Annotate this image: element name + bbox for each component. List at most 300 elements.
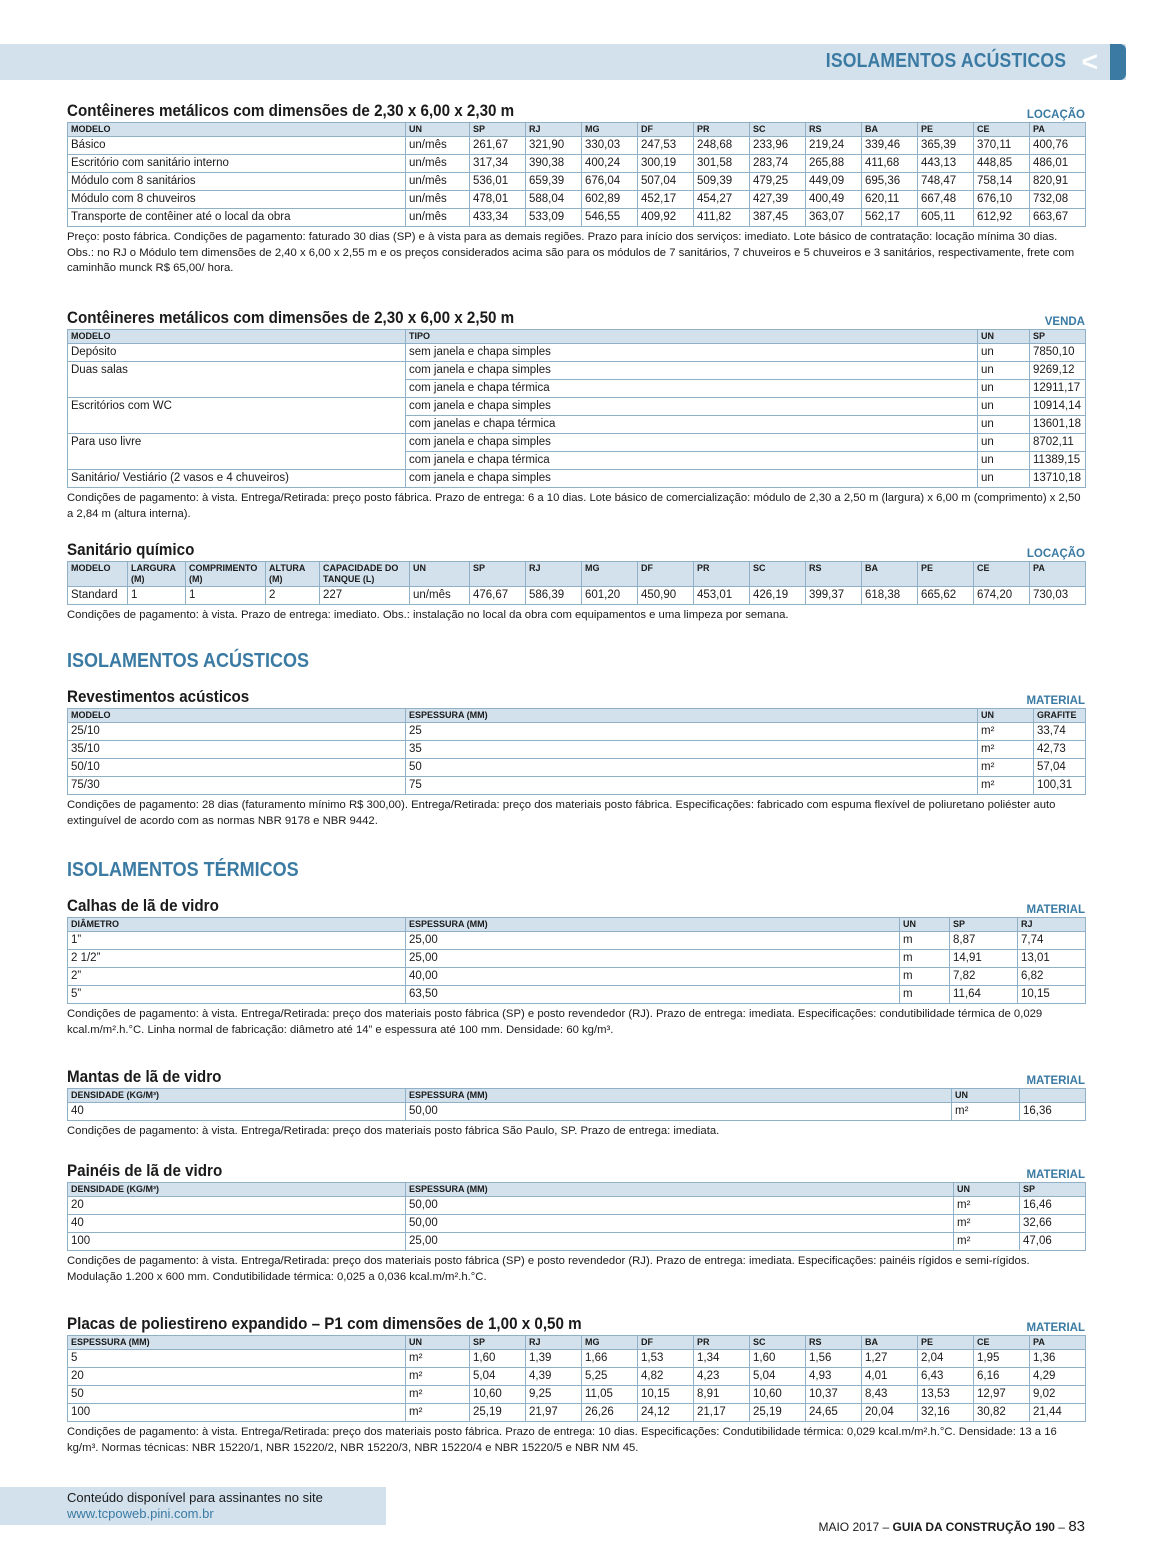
table-cell: com janelas e chapa térmica bbox=[406, 416, 978, 434]
column-header: DF bbox=[638, 123, 694, 137]
table-note: Condições de pagamento: à vista. Entrega/Retirada: preço posto fábrica. Prazo de entrega: 6 a 10 dias. Lote básico de comercialização: módulo de 2,30 a 2,50 m (largura) x 6,00 m (comprimento) x 2,50 a 2,84 m (altura interna). bbox=[67, 492, 1081, 520]
column-header: UN bbox=[978, 709, 1034, 723]
table-cell: 758,14 bbox=[974, 173, 1030, 191]
table-cell: 25,00 bbox=[406, 950, 900, 968]
section-calhas-la-vidro bbox=[67, 895, 1085, 1038]
table-cell: 20 bbox=[68, 1197, 406, 1215]
table-cell: 40 bbox=[68, 1103, 406, 1121]
column-header: PR bbox=[694, 562, 750, 587]
column-header: RJ bbox=[1018, 918, 1086, 932]
table-row bbox=[68, 1233, 1086, 1251]
table-cell: 1 bbox=[186, 587, 266, 605]
table-cell: 10,15 bbox=[638, 1386, 694, 1404]
table-cell: 10,15 bbox=[1018, 986, 1086, 1004]
table-cell: un bbox=[978, 416, 1030, 434]
table-cell: 21,17 bbox=[694, 1404, 750, 1422]
section-title: Placas de poliestireno expandido – P1 com dimensões de 1,00 x 0,50 m bbox=[67, 1315, 582, 1333]
table-cell: 1,56 bbox=[806, 1350, 862, 1368]
table-cell: 618,38 bbox=[862, 587, 918, 605]
table-cell: m² bbox=[978, 741, 1034, 759]
table-cell: un bbox=[978, 362, 1030, 380]
section-conteineres-locacao bbox=[67, 100, 1085, 277]
column-header: BA bbox=[862, 562, 918, 587]
table-cell: 1,60 bbox=[750, 1350, 806, 1368]
table-cell: 4,29 bbox=[1030, 1368, 1086, 1386]
table-cell bbox=[68, 380, 406, 398]
table-cell: 57,04 bbox=[1034, 759, 1086, 777]
table-cell: 676,10 bbox=[974, 191, 1030, 209]
section-tag: LOCAÇÃO bbox=[1026, 109, 1085, 121]
table-cell: un/mês bbox=[406, 209, 470, 227]
table-cell: 25,19 bbox=[750, 1404, 806, 1422]
table-cell: Duas salas bbox=[68, 362, 406, 380]
price-table bbox=[67, 917, 1086, 1004]
table-cell: 1,53 bbox=[638, 1350, 694, 1368]
heading-isolamentos-acusticos bbox=[67, 650, 1085, 673]
table-row bbox=[68, 1103, 1086, 1121]
issue-date: MAIO 2017 – bbox=[818, 1520, 893, 1534]
table-obs: Obs.: no RJ o Módulo tem dimensões de 2,40 x 6,00 x 2,55 m e os preços considerados acima são para os módulos de 7 sanitários, 7 chuveiros e 5 chuveiros e 3 sanitários, respectivamente, frete com caminhão munck R$ 65,00/ hora. bbox=[67, 246, 1075, 274]
table-cell: 2 bbox=[266, 587, 320, 605]
price-table bbox=[67, 708, 1086, 795]
table-cell: 10,60 bbox=[470, 1386, 526, 1404]
table-cell: 50 bbox=[68, 1386, 406, 1404]
table-cell: 601,20 bbox=[582, 587, 638, 605]
table-cell: 507,04 bbox=[638, 173, 694, 191]
table-cell: 400,76 bbox=[1030, 137, 1086, 155]
table-cell: m² bbox=[406, 1386, 470, 1404]
table-cell bbox=[68, 452, 406, 470]
table-cell: 9269,12 bbox=[1030, 362, 1086, 380]
table-row bbox=[68, 986, 1086, 1004]
column-header: SP bbox=[950, 918, 1018, 932]
table-cell: 50 bbox=[406, 759, 978, 777]
table-row bbox=[68, 434, 1086, 452]
footer-sep: – bbox=[1054, 1520, 1069, 1534]
table-cell: 24,12 bbox=[638, 1404, 694, 1422]
table-cell: un bbox=[978, 344, 1030, 362]
column-header: RS bbox=[806, 1336, 862, 1350]
table-cell: 16,36 bbox=[1020, 1103, 1086, 1121]
footer-subscriber-box bbox=[0, 1487, 386, 1525]
section-tag: VENDA bbox=[1044, 316, 1085, 328]
table-cell: 605,11 bbox=[918, 209, 974, 227]
column-header: ALTURA (M) bbox=[266, 562, 320, 587]
table-cell: 6,82 bbox=[1018, 968, 1086, 986]
table-row bbox=[68, 173, 1086, 191]
table-cell: com janela e chapa térmica bbox=[406, 452, 978, 470]
column-header: UN bbox=[954, 1183, 1020, 1197]
table-cell: 13601,18 bbox=[1030, 416, 1086, 434]
column-header: SP bbox=[470, 1336, 526, 1350]
column-header: CE bbox=[974, 123, 1030, 137]
column-header: MODELO bbox=[68, 709, 406, 723]
table-cell: 676,04 bbox=[582, 173, 638, 191]
column-header: PA bbox=[1030, 1336, 1086, 1350]
table-cell: 227 bbox=[320, 587, 410, 605]
table-cell: 20 bbox=[68, 1368, 406, 1386]
section-tag: MATERIAL bbox=[1026, 1322, 1085, 1334]
table-cell: 25,00 bbox=[406, 932, 900, 950]
table-cell: 748,47 bbox=[918, 173, 974, 191]
table-cell: 50,00 bbox=[406, 1197, 954, 1215]
column-header: PE bbox=[918, 123, 974, 137]
table-cell: 300,19 bbox=[638, 155, 694, 173]
table-cell: 75/30 bbox=[68, 777, 406, 795]
column-header: MODELO bbox=[68, 562, 128, 587]
column-header: PR bbox=[694, 1336, 750, 1350]
table-cell: un bbox=[978, 398, 1030, 416]
table-cell: 612,92 bbox=[974, 209, 1030, 227]
table-cell: 13,53 bbox=[918, 1386, 974, 1404]
table-cell: 674,20 bbox=[974, 587, 1030, 605]
table-note: Condições de pagamento: à vista. Entrega/Retirada: preço dos materiais posto fábrica São Paulo, SP. Prazo de entrega: imediata. bbox=[67, 1125, 720, 1137]
column-header: SC bbox=[750, 1336, 806, 1350]
table-cell: m² bbox=[406, 1368, 470, 1386]
table-row bbox=[68, 1386, 1086, 1404]
table-cell: 365,39 bbox=[918, 137, 974, 155]
table-cell: 454,27 bbox=[694, 191, 750, 209]
table-cell: 732,08 bbox=[1030, 191, 1086, 209]
table-cell: 1” bbox=[68, 932, 406, 950]
table-cell: 265,88 bbox=[806, 155, 862, 173]
price-table bbox=[67, 329, 1086, 488]
table-cell: m bbox=[900, 932, 950, 950]
table-cell: 25/10 bbox=[68, 723, 406, 741]
top-banner bbox=[0, 44, 1126, 80]
column-header: RS bbox=[806, 123, 862, 137]
table-cell: 50,00 bbox=[406, 1103, 952, 1121]
table-cell: 247,53 bbox=[638, 137, 694, 155]
table-cell: 2” bbox=[68, 968, 406, 986]
table-cell: m² bbox=[954, 1215, 1020, 1233]
table-row bbox=[68, 759, 1086, 777]
table-cell: m bbox=[900, 986, 950, 1004]
table-cell: com janela e chapa térmica bbox=[406, 380, 978, 398]
table-cell: 667,48 bbox=[918, 191, 974, 209]
table-cell: Escritório com sanitário interno bbox=[68, 155, 406, 173]
table-cell: 16,46 bbox=[1020, 1197, 1086, 1215]
table-cell: 602,89 bbox=[582, 191, 638, 209]
table-cell: 400,49 bbox=[806, 191, 862, 209]
table-cell: 665,62 bbox=[918, 587, 974, 605]
table-cell: sem janela e chapa simples bbox=[406, 344, 978, 362]
table-cell: Transporte de contêiner até o local da obra bbox=[68, 209, 406, 227]
table-cell: un/mês bbox=[406, 155, 470, 173]
section-title: Painéis de lã de vidro bbox=[67, 1162, 223, 1180]
section-paineis-la-vidro bbox=[67, 1160, 1085, 1285]
table-cell: 12911,17 bbox=[1030, 380, 1086, 398]
table-cell: 5 bbox=[68, 1350, 406, 1368]
column-header: TIPO bbox=[406, 330, 978, 344]
table-cell: 4,01 bbox=[862, 1368, 918, 1386]
column-header: PA bbox=[1030, 123, 1086, 137]
table-cell: 2,04 bbox=[918, 1350, 974, 1368]
table-note: Condições de pagamento: à vista. Entrega/Retirada: preço dos materiais posto fábrica. Prazo de entrega: 10 dias. Especificações: Condutibilidade térmica: 0,029 kcal.m/m².h.°C. Densidade: 13 a 16 kg/m³. Normas técnicas: NBR 15220/1, NBR 15220/2, NBR 15220/3, NBR 15220/4 e NBR 15220/5 e NBR NM 45. bbox=[67, 1426, 1057, 1454]
table-row bbox=[68, 723, 1086, 741]
table-cell: 321,90 bbox=[526, 137, 582, 155]
table-cell: 10914,14 bbox=[1030, 398, 1086, 416]
table-row bbox=[68, 191, 1086, 209]
column-header: ESPESSURA (MM) bbox=[406, 1089, 952, 1103]
table-cell: 40 bbox=[68, 1215, 406, 1233]
table-cell bbox=[68, 416, 406, 434]
table-cell: 248,68 bbox=[694, 137, 750, 155]
section-tag: MATERIAL bbox=[1026, 1075, 1085, 1087]
table-cell: 620,11 bbox=[862, 191, 918, 209]
price-table bbox=[67, 561, 1086, 605]
price-table bbox=[67, 122, 1086, 227]
table-cell: 219,24 bbox=[806, 137, 862, 155]
banner-title: ISOLAMENTOS ACÚSTICOS bbox=[825, 50, 1066, 72]
table-cell: Sanitário/ Vestiário (2 vasos e 4 chuveiros) bbox=[68, 470, 406, 488]
table-cell: m² bbox=[954, 1197, 1020, 1215]
footer-text: Conteúdo disponível para assinantes no site bbox=[67, 1490, 323, 1505]
table-row bbox=[68, 587, 1086, 605]
table-cell: 26,26 bbox=[582, 1404, 638, 1422]
table-cell: 443,13 bbox=[918, 155, 974, 173]
column-header: SP bbox=[1030, 330, 1086, 344]
table-cell: com janela e chapa simples bbox=[406, 434, 978, 452]
category-heading: ISOLAMENTOS TÉRMICOS bbox=[67, 859, 299, 881]
column-header: GRAFITE bbox=[1034, 709, 1086, 723]
column-header: BA bbox=[862, 1336, 918, 1350]
table-cell: 5,25 bbox=[582, 1368, 638, 1386]
table-cell: 730,03 bbox=[1030, 587, 1086, 605]
table-cell: 25 bbox=[406, 723, 978, 741]
table-cell: 659,39 bbox=[526, 173, 582, 191]
table-cell: 42,73 bbox=[1034, 741, 1086, 759]
table-cell: 50/10 bbox=[68, 759, 406, 777]
table-cell: 11,05 bbox=[582, 1386, 638, 1404]
table-cell: 4,82 bbox=[638, 1368, 694, 1386]
table-note: Preço: posto fábrica. Condições de pagamento: faturado 30 dias (SP) e à vista para as demais regiões. Prazo para início dos serviços: imediato. Lote básico de contratação: locação mínima 30 dias. bbox=[67, 231, 1058, 243]
table-cell: 5” bbox=[68, 986, 406, 1004]
table-cell: un/mês bbox=[406, 191, 470, 209]
table-cell: 11389,15 bbox=[1030, 452, 1086, 470]
table-cell: 363,07 bbox=[806, 209, 862, 227]
table-cell: 33,74 bbox=[1034, 723, 1086, 741]
column-header: MODELO bbox=[68, 330, 406, 344]
table-cell: 562,17 bbox=[862, 209, 918, 227]
column-header: ESPESSURA (MM) bbox=[406, 1183, 954, 1197]
column-header: MG bbox=[582, 123, 638, 137]
table-cell: 261,67 bbox=[470, 137, 526, 155]
column-header: RJ bbox=[526, 562, 582, 587]
table-cell: 32,66 bbox=[1020, 1215, 1086, 1233]
table-cell: 21,97 bbox=[526, 1404, 582, 1422]
table-row bbox=[68, 344, 1086, 362]
table-cell: 533,09 bbox=[526, 209, 582, 227]
table-cell: 47,06 bbox=[1020, 1233, 1086, 1251]
column-header: PE bbox=[918, 562, 974, 587]
table-cell: un/mês bbox=[406, 137, 470, 155]
table-note: Condições de pagamento: à vista. Prazo de entrega: imediato. Obs.: instalação no local da obra com equipamentos e uma limpeza por semana. bbox=[67, 609, 789, 621]
table-cell: 426,19 bbox=[750, 587, 806, 605]
table-cell: 35/10 bbox=[68, 741, 406, 759]
table-cell: 1,36 bbox=[1030, 1350, 1086, 1368]
table-cell: 1,27 bbox=[862, 1350, 918, 1368]
table-cell: 100,31 bbox=[1034, 777, 1086, 795]
table-row bbox=[68, 1368, 1086, 1386]
column-header: RJ bbox=[526, 1336, 582, 1350]
table-cell: 448,85 bbox=[974, 155, 1030, 173]
table-cell: 14,91 bbox=[950, 950, 1018, 968]
table-cell: 330,03 bbox=[582, 137, 638, 155]
table-cell: 433,34 bbox=[470, 209, 526, 227]
column-header: SP bbox=[470, 123, 526, 137]
column-header: UN bbox=[900, 918, 950, 932]
table-cell: 486,01 bbox=[1030, 155, 1086, 173]
price-table bbox=[67, 1335, 1086, 1422]
section-title: Contêineres metálicos com dimensões de 2,30 x 6,00 x 2,50 m bbox=[67, 309, 515, 327]
table-cell: 8702,11 bbox=[1030, 434, 1086, 452]
table-row bbox=[68, 470, 1086, 488]
table-cell: 8,43 bbox=[862, 1386, 918, 1404]
table-cell: 509,39 bbox=[694, 173, 750, 191]
heading-isolamentos-termicos bbox=[67, 859, 1085, 882]
table-cell: 476,67 bbox=[470, 587, 526, 605]
column-header: ESPESSURA (MM) bbox=[406, 918, 900, 932]
table-cell: 536,01 bbox=[470, 173, 526, 191]
section-revestimentos-acusticos bbox=[67, 686, 1085, 829]
column-header: MG bbox=[582, 562, 638, 587]
table-cell: 586,39 bbox=[526, 587, 582, 605]
column-header: CAPACIDADE DO TANQUE (L) bbox=[320, 562, 410, 587]
column-header: LARGURA (M) bbox=[128, 562, 186, 587]
column-header: RJ bbox=[526, 123, 582, 137]
table-cell: 4,23 bbox=[694, 1368, 750, 1386]
table-cell: 390,38 bbox=[526, 155, 582, 173]
table-cell: 7,82 bbox=[950, 968, 1018, 986]
table-cell: 301,58 bbox=[694, 155, 750, 173]
table-cell: 20,04 bbox=[862, 1404, 918, 1422]
table-cell: com janela e chapa simples bbox=[406, 470, 978, 488]
column-header: MG bbox=[582, 1336, 638, 1350]
table-cell: Standard bbox=[68, 587, 128, 605]
table-cell: 6,16 bbox=[974, 1368, 1030, 1386]
table-cell: 13710,18 bbox=[1030, 470, 1086, 488]
table-row bbox=[68, 777, 1086, 795]
table-row bbox=[68, 452, 1086, 470]
price-table bbox=[67, 1088, 1086, 1121]
table-cell: Módulo com 8 sanitários bbox=[68, 173, 406, 191]
table-cell: m bbox=[900, 950, 950, 968]
column-header: PR bbox=[694, 123, 750, 137]
table-cell: 25,00 bbox=[406, 1233, 954, 1251]
table-cell: m² bbox=[978, 723, 1034, 741]
table-cell: 1 bbox=[128, 587, 186, 605]
table-cell: 1,60 bbox=[470, 1350, 526, 1368]
table-cell: 24,65 bbox=[806, 1404, 862, 1422]
table-cell: 452,17 bbox=[638, 191, 694, 209]
table-row bbox=[68, 932, 1086, 950]
column-header: CE bbox=[974, 1336, 1030, 1350]
table-cell: m² bbox=[952, 1103, 1020, 1121]
table-cell: m² bbox=[954, 1233, 1020, 1251]
table-cell: 411,68 bbox=[862, 155, 918, 173]
table-row bbox=[68, 362, 1086, 380]
section-title: Calhas de lã de vidro bbox=[67, 897, 219, 915]
table-cell: 479,25 bbox=[750, 173, 806, 191]
table-cell: m² bbox=[978, 759, 1034, 777]
table-cell: 1,95 bbox=[974, 1350, 1030, 1368]
page-number: 83 bbox=[1068, 1518, 1085, 1535]
table-cell: Para uso livre bbox=[68, 434, 406, 452]
column-header: SP bbox=[470, 562, 526, 587]
section-title: Sanitário químico bbox=[67, 541, 195, 559]
table-cell: un bbox=[978, 434, 1030, 452]
table-note: Condições de pagamento: à vista. Entrega/Retirada: preço dos materiais posto fábrica (SP) e posto revendedor (RJ). Prazo de entrega: imediata. Especificações: condutibilidade térmica de 0,029 kcal.m/m².h.°C. Linha normal de fabricação: diâmetro até 14” e espessura até 100 mm. Densidade: 60 kg/m³. bbox=[67, 1008, 1043, 1036]
table-cell: Escritórios com WC bbox=[68, 398, 406, 416]
column-header: SC bbox=[750, 123, 806, 137]
table-cell: un bbox=[978, 380, 1030, 398]
table-note: Condições de pagamento: 28 dias (faturamento mínimo R$ 300,00). Entrega/Retirada: preço dos materiais posto fábrica. Especificações: fabricado com espuma flexível de poliuretano poliéster auto extinguível de acordo com as normas NBR 9178 e NBR 9442. bbox=[67, 799, 1056, 827]
table-cell: 4,93 bbox=[806, 1368, 862, 1386]
table-cell: 75 bbox=[406, 777, 978, 795]
column-header: DF bbox=[638, 562, 694, 587]
table-row bbox=[68, 155, 1086, 173]
table-cell: 233,96 bbox=[750, 137, 806, 155]
table-row bbox=[68, 968, 1086, 986]
section-tag: MATERIAL bbox=[1026, 695, 1085, 707]
table-cell: Básico bbox=[68, 137, 406, 155]
table-cell: 478,01 bbox=[470, 191, 526, 209]
column-header: MODELO bbox=[68, 123, 406, 137]
table-row bbox=[68, 398, 1086, 416]
column-header: BA bbox=[862, 123, 918, 137]
table-cell: m² bbox=[978, 777, 1034, 795]
section-placas-poliestireno bbox=[67, 1313, 1085, 1456]
table-cell: 10,37 bbox=[806, 1386, 862, 1404]
column-header: SC bbox=[750, 562, 806, 587]
column-header: PA bbox=[1030, 562, 1086, 587]
table-row bbox=[68, 1350, 1086, 1368]
table-cell: 370,11 bbox=[974, 137, 1030, 155]
table-row bbox=[68, 380, 1086, 398]
footer-link[interactable]: www.tcpoweb.pini.com.br bbox=[67, 1506, 214, 1521]
section-title: Revestimentos acústicos bbox=[67, 688, 250, 706]
table-cell: 50,00 bbox=[406, 1215, 954, 1233]
table-cell: 399,37 bbox=[806, 587, 862, 605]
table-cell: 100 bbox=[68, 1233, 406, 1251]
table-cell: 13,01 bbox=[1018, 950, 1086, 968]
table-cell: 5,04 bbox=[750, 1368, 806, 1386]
table-cell: 6,43 bbox=[918, 1368, 974, 1386]
table-row bbox=[68, 741, 1086, 759]
table-cell: 12,97 bbox=[974, 1386, 1030, 1404]
table-row bbox=[68, 1404, 1086, 1422]
table-cell: un bbox=[978, 452, 1030, 470]
table-cell: m bbox=[900, 968, 950, 986]
table-cell: 663,67 bbox=[1030, 209, 1086, 227]
table-cell: 9,25 bbox=[526, 1386, 582, 1404]
table-cell: 400,24 bbox=[582, 155, 638, 173]
section-mantas-la-vidro bbox=[67, 1066, 1085, 1140]
table-cell: 5,04 bbox=[470, 1368, 526, 1386]
table-cell: 387,45 bbox=[750, 209, 806, 227]
table-cell: 32,16 bbox=[918, 1404, 974, 1422]
column-header: DENSIDADE (KG/M³) bbox=[68, 1089, 406, 1103]
table-cell: 450,90 bbox=[638, 587, 694, 605]
table-row bbox=[68, 950, 1086, 968]
table-cell: un/mês bbox=[406, 173, 470, 191]
column-header: UN bbox=[406, 1336, 470, 1350]
column-header: COMPRIMENTO (M) bbox=[186, 562, 266, 587]
table-note: Condições de pagamento: à vista. Entrega/Retirada: preço dos materiais posto fábrica (SP) e posto revendedor (RJ). Prazo de entrega: imediata. Especificações: painéis rígidos e semi-rígidos. Modulação 1.200 x 600 mm. Condutibilidade térmica: 0,025 a 0,036 kcal.m/m².h.°C. bbox=[67, 1255, 1030, 1283]
table-cell: 546,55 bbox=[582, 209, 638, 227]
table-cell: 409,92 bbox=[638, 209, 694, 227]
